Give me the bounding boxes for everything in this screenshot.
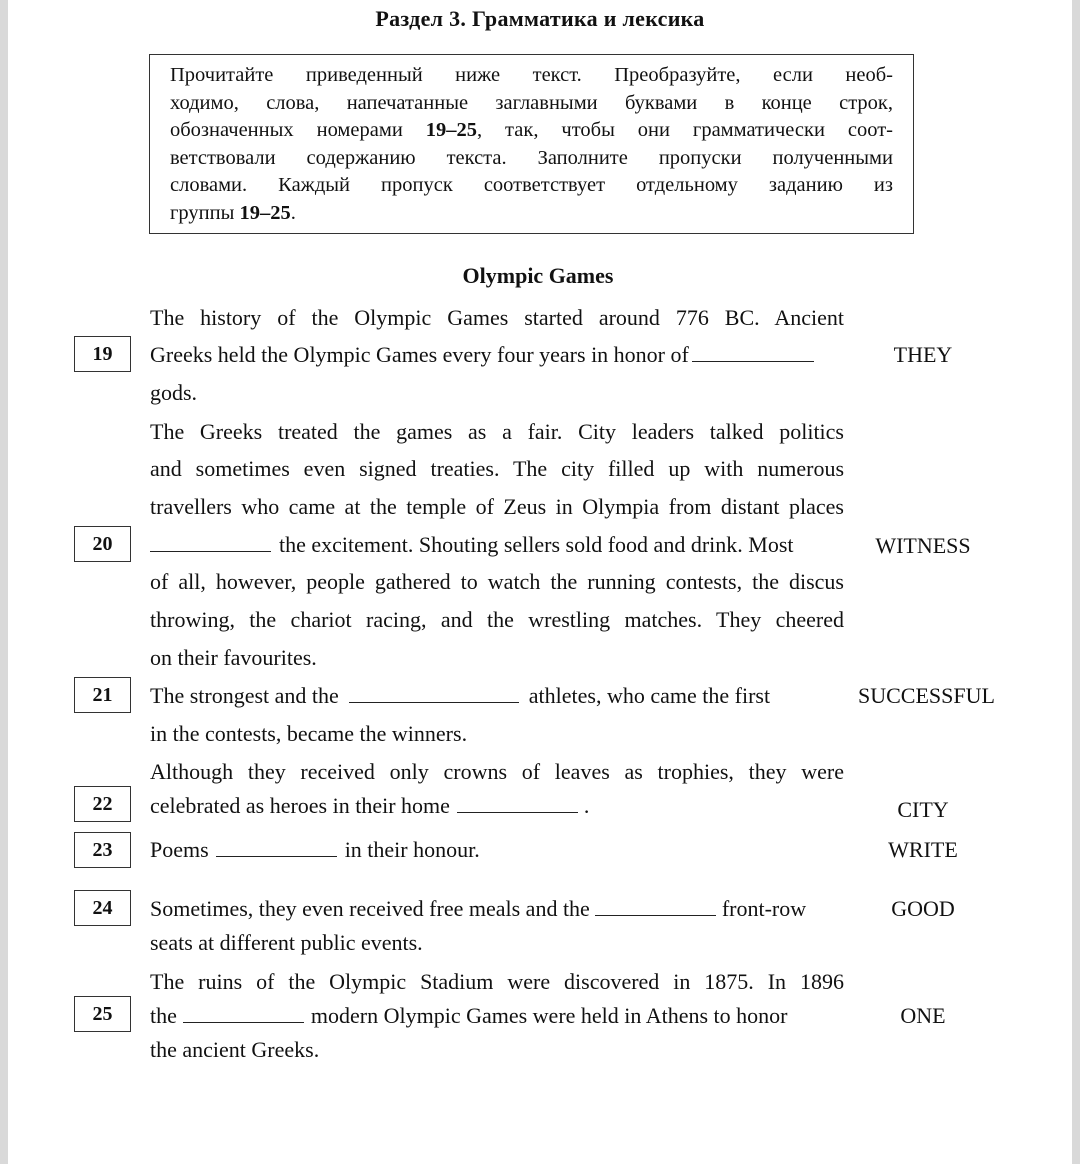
text-line xyxy=(150,683,844,709)
keyword-19: THEY xyxy=(893,342,953,367)
keyword-21: SUCCESSFUL xyxy=(858,683,995,708)
instruction-line: словами. Каждый пропуск соответствует отдельному заданию из xyxy=(170,174,893,197)
text-line: and sometimes even signed treaties. The city filled up with numerous xyxy=(150,456,844,481)
keyword-22: CITY xyxy=(897,797,949,822)
text-segment: athletes, who came the first xyxy=(528,683,771,708)
text-segment: Poems xyxy=(150,837,209,862)
text-line: Although they received only crowns of leaves as trophies, they were xyxy=(150,759,844,784)
text-line: in the contests, became the winners. xyxy=(150,721,468,746)
text-segment: . xyxy=(583,793,590,818)
text-line xyxy=(150,837,844,863)
text-segment: the xyxy=(150,1003,177,1028)
text-line xyxy=(150,896,844,922)
answer-blank-19[interactable] xyxy=(692,343,814,362)
text-line xyxy=(150,793,844,819)
task-range: 19–25 xyxy=(425,119,477,142)
task-number-19: 19 xyxy=(74,336,131,372)
text-line xyxy=(150,1003,844,1029)
task-number-20: 20 xyxy=(74,526,131,562)
instruction-line: ходимо, слова, напечатанные заглавными буквами в конце строк, xyxy=(170,91,893,114)
text-line: seats at different public events. xyxy=(150,930,423,955)
answer-blank-21[interactable] xyxy=(349,684,519,703)
text-line: of all, however, people gathered to watch the running contests, the discus xyxy=(150,569,844,594)
text-segment: Sometimes, they even received free meals and the xyxy=(150,896,590,921)
answer-blank-20[interactable] xyxy=(150,533,271,552)
section-title: Раздел 3. Грамматика и лексика xyxy=(375,6,705,31)
keyword-20: WITNESS xyxy=(875,533,971,558)
instruction-line: Прочитайте приведенный ниже текст. Преобразуйте, если необ- xyxy=(170,64,893,86)
text-segment: front-row xyxy=(721,896,807,921)
text-line: The Greeks treated the games as a fair. City leaders talked politics xyxy=(150,419,844,444)
text-segment: The strongest and the xyxy=(150,683,339,708)
text-title: Olympic Games xyxy=(462,263,614,288)
task-number-23: 23 xyxy=(74,832,131,868)
instruction-line: группы 19–25. xyxy=(170,201,296,224)
task-number-21: 21 xyxy=(74,677,131,713)
task-number-24: 24 xyxy=(74,890,131,926)
text-segment: the excitement. Shouting sellers sold food and drink. Most xyxy=(279,532,794,557)
instructions-box xyxy=(149,54,914,234)
text-line: gods. xyxy=(150,380,198,405)
text-line: The history of the Olympic Games started around 776 BC. Ancient xyxy=(150,305,844,330)
text-segment: celebrated as heroes in their home xyxy=(150,793,450,818)
task-number-22: 22 xyxy=(74,786,131,822)
answer-blank-25[interactable] xyxy=(183,1004,304,1023)
answer-blank-24[interactable] xyxy=(595,897,716,916)
text-line xyxy=(150,532,844,558)
instruction-line: ветствовали содержанию текста. Заполните пропуски полученными xyxy=(170,146,893,169)
text-segment: Greeks held the Olympic Games every four years in honor of xyxy=(150,342,689,367)
text-line: on their favourites. xyxy=(150,645,317,670)
text-line xyxy=(150,342,844,368)
text-segment: modern Olympic Games were held in Athens to honor xyxy=(310,1003,788,1028)
keyword-24: GOOD xyxy=(891,896,955,921)
task-range: 19–25 xyxy=(239,201,291,224)
text-line: throwing, the chariot racing, and the wrestling matches. They cheered xyxy=(150,607,844,632)
page xyxy=(8,0,1072,1164)
answer-blank-23[interactable] xyxy=(216,838,337,857)
keyword-23: WRITE xyxy=(888,837,958,862)
text-line: travellers who came at the temple of Zeus in Olympia from distant places xyxy=(150,494,844,519)
task-number-25: 25 xyxy=(74,996,131,1032)
answer-blank-22[interactable] xyxy=(457,794,578,813)
instruction-line: обозначенных номерами 19–25, так, чтобы они грамматически соот- xyxy=(170,119,893,142)
text-line: The ruins of the Olympic Stadium were discovered in 1875. In 1896 xyxy=(150,969,844,994)
text-line: the ancient Greeks. xyxy=(150,1037,320,1062)
keyword-25: ONE xyxy=(900,1003,946,1028)
text-segment: in their honour. xyxy=(344,837,480,862)
